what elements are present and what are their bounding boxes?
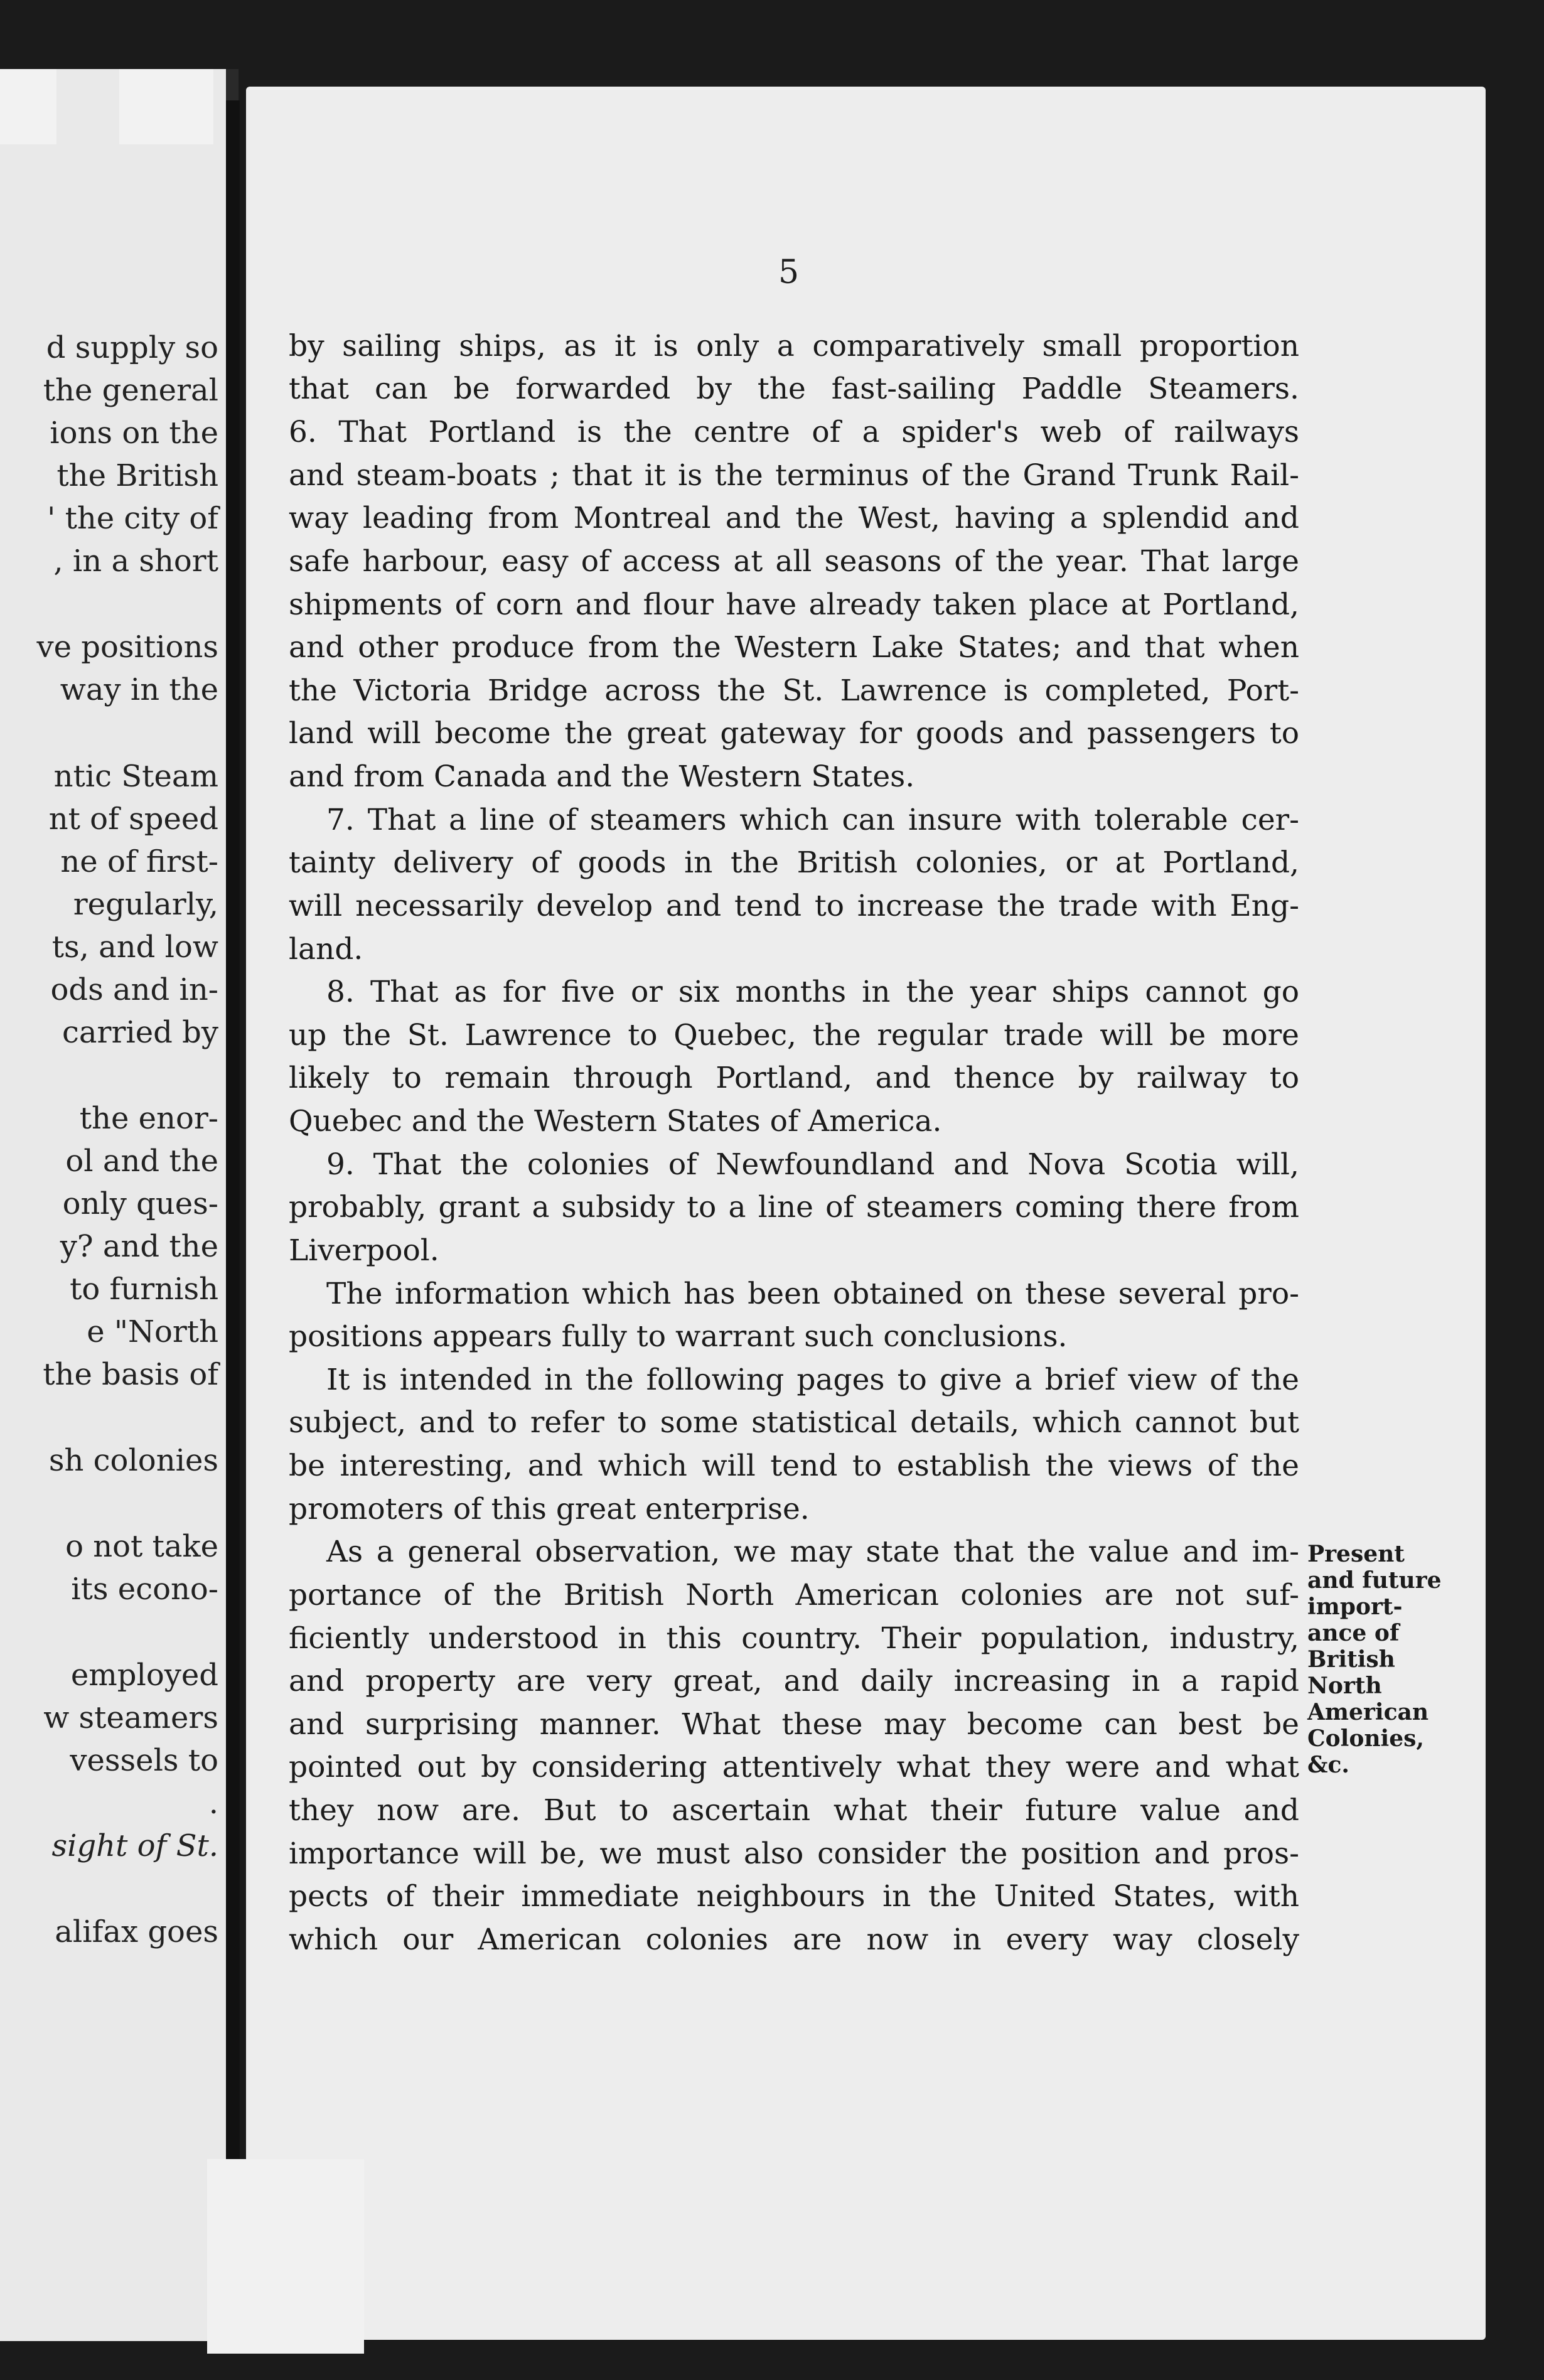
body-text-line: importance will be, we must also consider the position and pros- [289, 1836, 1299, 1871]
body-text-line: the Victoria Bridge across the St. Lawrence is completed, Port- [289, 673, 1299, 708]
body-text-line: will necessarily develop and tend to increase the trade with Eng- [289, 889, 1299, 923]
body-text-line: probably, grant a subsidy to a line of steamers coming there from [289, 1190, 1299, 1225]
body-text-line: be interesting, and which will tend to establish the views of the [289, 1449, 1299, 1483]
body-text-line: 9. That the colonies of Newfoundland and Nova Scotia will, [326, 1147, 1299, 1182]
left-page-tab [0, 69, 56, 144]
left-page-line: y? and the [60, 1229, 218, 1264]
body-text-line: and property are very great, and daily increasing in a rapid [289, 1664, 1299, 1698]
body-text-line: by sailing ships, as it is only a comparatively small proportion [289, 329, 1299, 363]
left-page-line: sh colonies [48, 1443, 218, 1478]
left-page-line: the enor- [79, 1101, 218, 1136]
body-text-line: and from Canada and the Western States. [289, 759, 915, 794]
body-text-line: up the St. Lawrence to Quebec, the regular trade will be more [289, 1018, 1299, 1053]
left-page-line: d supply so [46, 330, 218, 365]
left-page-line: w steamers [43, 1700, 218, 1735]
body-text-line: subject, and to refer to some statistical details, which cannot but [289, 1405, 1299, 1440]
body-text-line: pects of their immediate neighbours in the United States, with [289, 1879, 1299, 1914]
margin-note-line: &c. [1307, 1752, 1349, 1778]
left-page-line: ' the city of [47, 501, 218, 536]
binding-clip [207, 2159, 364, 2354]
left-page-line: o not take [65, 1529, 218, 1564]
body-text-line: 8. That as for five or six months in the year ships cannot go [326, 975, 1299, 1009]
left-page-line: , in a short [53, 544, 218, 579]
body-text-line: and other produce from the Western Lake States; and that when [289, 630, 1299, 665]
left-page-line: employed [70, 1658, 218, 1693]
left-page-line: ts, and low [51, 930, 218, 965]
margin-note-line: American [1307, 1699, 1429, 1725]
left-page-line: way in the [60, 672, 218, 707]
body-text-line: ficiently understood in this country. Their population, industry, [289, 1621, 1299, 1656]
body-text-line: portance of the British North American colonies are not suf- [289, 1578, 1299, 1612]
margin-note [1307, 1541, 1445, 1778]
body-text-line: they now are. But to ascertain what their future value and [289, 1793, 1299, 1828]
left-page-fragment [0, 69, 239, 2341]
body-text-line: Liverpool. [289, 1233, 439, 1268]
page-gutter [226, 100, 240, 2297]
left-page-line: only ques- [62, 1186, 218, 1221]
left-page-line: e "North [87, 1314, 218, 1349]
body-text-line: and surprising manner. What these may become can best be [289, 1707, 1299, 1742]
body-text-line: promoters of this great enterprise. [289, 1492, 810, 1526]
left-page-line: ve positions [36, 630, 218, 665]
left-page-line: ol and the [65, 1144, 218, 1179]
margin-note-line: ance of [1307, 1620, 1400, 1646]
body-text-line: As a general observation, we may state that the value and im- [326, 1535, 1299, 1569]
left-page-tab [119, 69, 213, 144]
left-page-line: its econo- [71, 1572, 218, 1607]
body-text-line: likely to remain through Portland, and thence by railway to [289, 1061, 1299, 1095]
body-text-line: shipments of corn and flour have already taken place at Portland, [289, 587, 1299, 622]
body-text-line: The information which has been obtained on these several pro- [326, 1277, 1299, 1311]
left-page-line: . [208, 1786, 218, 1821]
body-text-line: 7. That a line of steamers which can insure with tolerable cer- [326, 803, 1299, 837]
page-number: 5 [778, 254, 800, 291]
left-page-line: carried by [62, 1015, 218, 1050]
left-page-line: vessels to [70, 1743, 218, 1778]
body-text-line: which our American colonies are now in every way closely [289, 1922, 1299, 1957]
body-text-line: land. [289, 932, 363, 967]
left-page-line: ne of first- [60, 844, 218, 879]
body-text-line: positions appears fully to warrant such conclusions. [289, 1319, 1068, 1354]
body-text-line: and steam-boats ; that it is the terminus of the Grand Trunk Rail- [289, 458, 1299, 493]
margin-note-line: North [1307, 1673, 1382, 1699]
margin-note-line: import- [1307, 1594, 1403, 1620]
left-page-line: nt of speed [48, 801, 218, 837]
left-page-line: alifax goes [55, 1914, 218, 1949]
body-text-line: land will become the great gateway for goods and passengers to [289, 716, 1299, 751]
body-text-line: 6. That Portland is the centre of a spider's web of railways [289, 415, 1299, 449]
margin-note-line: Present [1307, 1541, 1405, 1567]
left-page-line: ods and in- [50, 972, 218, 1007]
body-text-line: Quebec and the Western States of America. [289, 1104, 942, 1139]
left-page-line: the general [43, 373, 218, 408]
margin-note-line: and future [1307, 1567, 1442, 1594]
left-page-line: the basis of [43, 1357, 218, 1392]
left-page-line: sight of St. [51, 1828, 218, 1863]
left-page-line: to furnish [70, 1272, 218, 1307]
left-page-line: regularly, [73, 887, 218, 922]
left-page-line: ions on the [50, 415, 218, 451]
body-text-line: tainty delivery of goods in the British colonies, or at Portland, [289, 845, 1299, 880]
body-text-line: that can be forwarded by the fast-sailing Paddle Steamers. [289, 372, 1299, 406]
body-text-line: safe harbour, easy of access at all seasons of the year. That large [289, 544, 1299, 579]
left-page-line: ntic Steam [53, 759, 218, 794]
body-text-line: pointed out by considering attentively what they were and what [289, 1750, 1299, 1784]
margin-note-line: British [1307, 1646, 1395, 1673]
body-text-line: way leading from Montreal and the West, having a splendid and [289, 501, 1299, 535]
body-text-line: It is intended in the following pages to give a brief view of the [326, 1363, 1299, 1397]
margin-note-line: Colonies, [1307, 1725, 1424, 1752]
left-page-line: the British [56, 458, 218, 493]
